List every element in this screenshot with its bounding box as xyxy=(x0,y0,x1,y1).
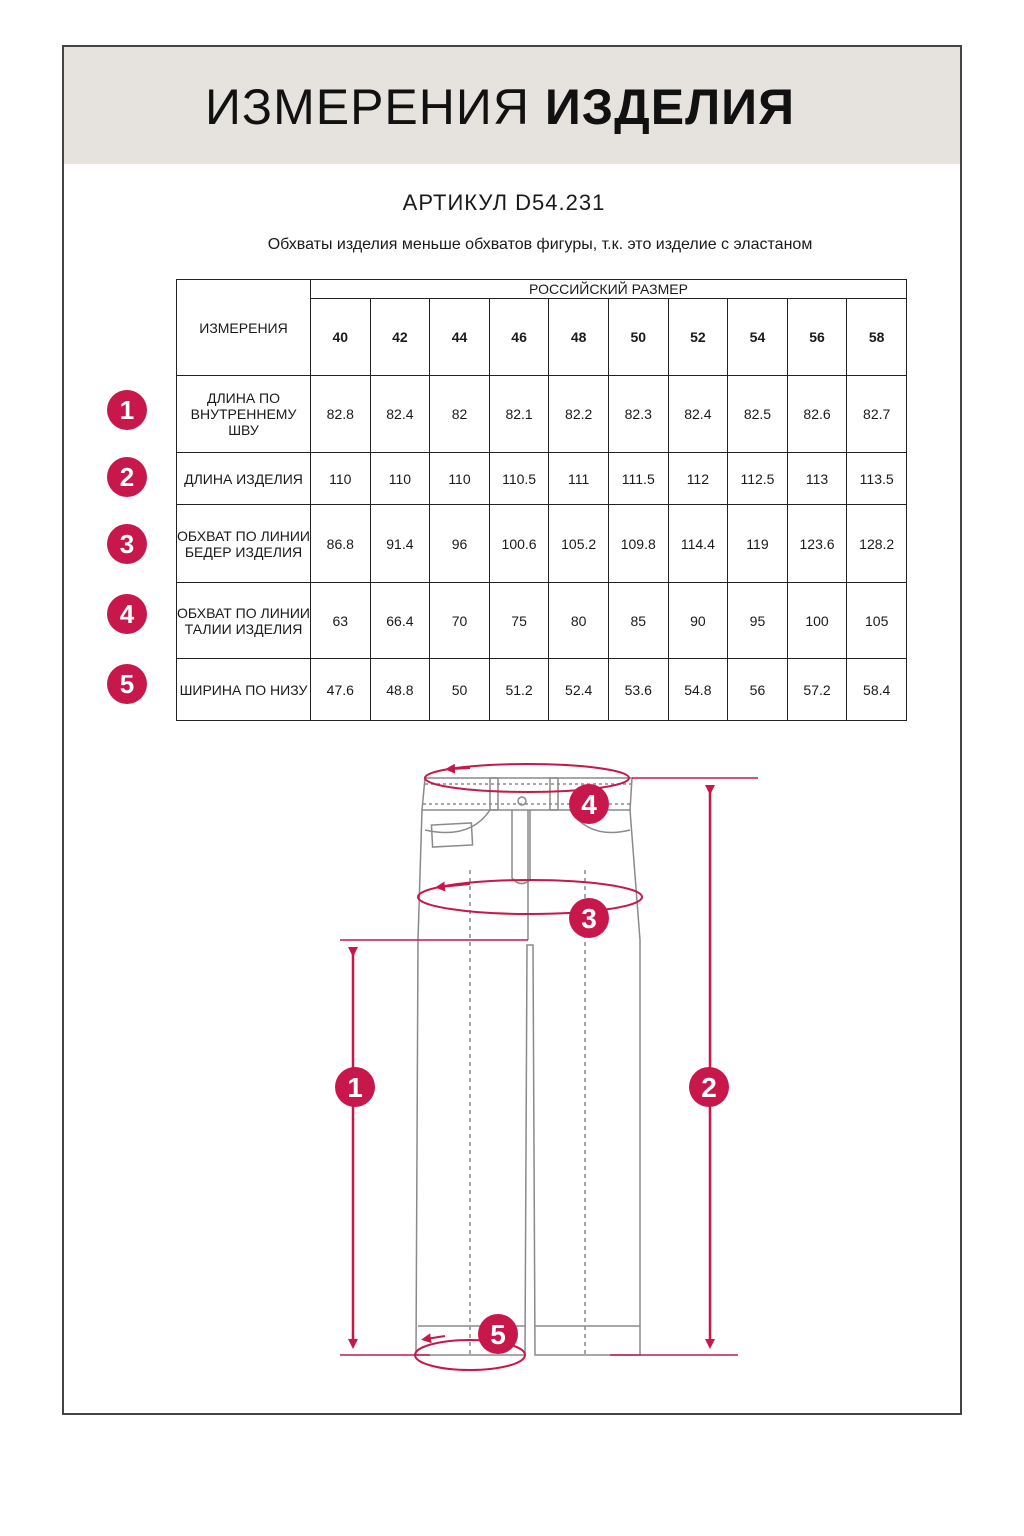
table-cell: 80 xyxy=(549,583,609,659)
size-header: 42 xyxy=(370,299,430,376)
table-cell: 123.6 xyxy=(787,505,847,583)
table-cell: 48.8 xyxy=(370,659,430,721)
size-header: 52 xyxy=(668,299,728,376)
table-cell: 110 xyxy=(311,453,371,505)
table-cell: 82.4 xyxy=(370,376,430,453)
table-cell: 82.5 xyxy=(728,376,788,453)
table-row xyxy=(177,505,907,583)
table-cell: 90 xyxy=(668,583,728,659)
table-row xyxy=(177,659,907,721)
table-cell: 105.2 xyxy=(549,505,609,583)
table-cell: 128.2 xyxy=(847,505,907,583)
table-cell: 52.4 xyxy=(549,659,609,721)
marker-label: 2 xyxy=(701,1072,717,1103)
size-header: 44 xyxy=(430,299,490,376)
diagram-markers xyxy=(335,784,729,1354)
marker-label: 5 xyxy=(490,1319,506,1350)
table-cell: 112.5 xyxy=(728,453,788,505)
row-marker-badge: 4 xyxy=(107,594,147,634)
dimension-lines xyxy=(340,778,758,1355)
size-header: 46 xyxy=(489,299,549,376)
row-label: ОБХВАТ ПО ЛИНИИ БЕДЕР ИЗДЕЛИЯ xyxy=(177,505,311,583)
diagram-marker-5 xyxy=(478,1314,518,1354)
diagram-marker-2 xyxy=(689,1067,729,1107)
size-header: 40 xyxy=(311,299,371,376)
table-cell: 47.6 xyxy=(311,659,371,721)
table-cell: 119 xyxy=(728,505,788,583)
table-cell: 113 xyxy=(787,453,847,505)
table-row xyxy=(177,583,907,659)
table-cell: 96 xyxy=(430,505,490,583)
diagram-marker-3 xyxy=(569,898,609,938)
table-cell: 82.4 xyxy=(668,376,728,453)
title-light: ИЗМЕРЕНИЯ xyxy=(204,79,530,135)
table-cell: 66.4 xyxy=(370,583,430,659)
row-marker-badge: 1 xyxy=(107,390,147,430)
table-cell: 51.2 xyxy=(489,659,549,721)
size-header: 50 xyxy=(608,299,668,376)
pants-measurement-diagram xyxy=(0,740,1024,1400)
param-header: ИЗМЕРЕНИЯ xyxy=(177,280,311,376)
row-marker-badge: 3 xyxy=(107,524,147,564)
row-marker-badge: 2 xyxy=(107,457,147,497)
table-cell: 109.8 xyxy=(608,505,668,583)
table-row xyxy=(177,376,907,453)
table-cell: 100.6 xyxy=(489,505,549,583)
marker-label: 3 xyxy=(581,903,597,934)
article-number: АРТИКУЛ D54.231 xyxy=(402,190,606,215)
table-cell: 111.5 xyxy=(608,453,668,505)
table-cell: 105 xyxy=(847,583,907,659)
row-label: ШИРИНА ПО НИЗУ xyxy=(177,659,311,721)
row-marker-badge: 5 xyxy=(107,664,147,704)
table-cell: 91.4 xyxy=(370,505,430,583)
table-cell: 114.4 xyxy=(668,505,728,583)
table-cell: 100 xyxy=(787,583,847,659)
table-cell: 57.2 xyxy=(787,659,847,721)
table-cell: 86.8 xyxy=(311,505,371,583)
table-cell: 82.1 xyxy=(489,376,549,453)
marker-label: 1 xyxy=(347,1072,363,1103)
size-header: 54 xyxy=(728,299,788,376)
diagram-marker-4 xyxy=(569,784,609,824)
table-cell: 85 xyxy=(608,583,668,659)
pants-outline xyxy=(416,778,640,1355)
table-cell: 50 xyxy=(430,659,490,721)
table-cell: 70 xyxy=(430,583,490,659)
table-cell: 58.4 xyxy=(847,659,907,721)
table-cell: 113.5 xyxy=(847,453,907,505)
table-cell: 112 xyxy=(668,453,728,505)
marker-label: 4 xyxy=(581,789,597,820)
size-table xyxy=(176,279,907,721)
table-cell: 110.5 xyxy=(489,453,549,505)
size-header: 58 xyxy=(847,299,907,376)
row-label: ОБХВАТ ПО ЛИНИИ ТАЛИИ ИЗДЕЛИЯ xyxy=(177,583,311,659)
size-header: 56 xyxy=(787,299,847,376)
table-cell: 56 xyxy=(728,659,788,721)
table-cell: 95 xyxy=(728,583,788,659)
table-cell: 82.3 xyxy=(608,376,668,453)
row-label: ДЛИНА ИЗДЕЛИЯ xyxy=(177,453,311,505)
table-cell: 82.6 xyxy=(787,376,847,453)
table-cell: 82 xyxy=(430,376,490,453)
table-cell: 54.8 xyxy=(668,659,728,721)
size-group-header: РОССИЙСКИЙ РАЗМЕР xyxy=(311,280,907,299)
table-cell: 110 xyxy=(430,453,490,505)
table-cell: 53.6 xyxy=(608,659,668,721)
table-cell: 82.8 xyxy=(311,376,371,453)
table-cell: 75 xyxy=(489,583,549,659)
table-cell: 63 xyxy=(311,583,371,659)
row-label: ДЛИНА ПО ВНУТРЕННЕМУ ШВУ xyxy=(177,376,311,453)
diagram-marker-1 xyxy=(335,1067,375,1107)
elastane-note: Обхваты изделия меньше обхватов фигуры, т.к. это изделие с эластаном xyxy=(267,236,813,253)
table-cell: 82.7 xyxy=(847,376,907,453)
table-cell: 110 xyxy=(370,453,430,505)
table-cell: 111 xyxy=(549,453,609,505)
table-cell: 82.2 xyxy=(549,376,609,453)
size-header: 48 xyxy=(549,299,609,376)
page-title xyxy=(0,78,1000,136)
table-row xyxy=(177,453,907,505)
title-bold: ИЗДЕЛИЯ xyxy=(544,79,796,135)
